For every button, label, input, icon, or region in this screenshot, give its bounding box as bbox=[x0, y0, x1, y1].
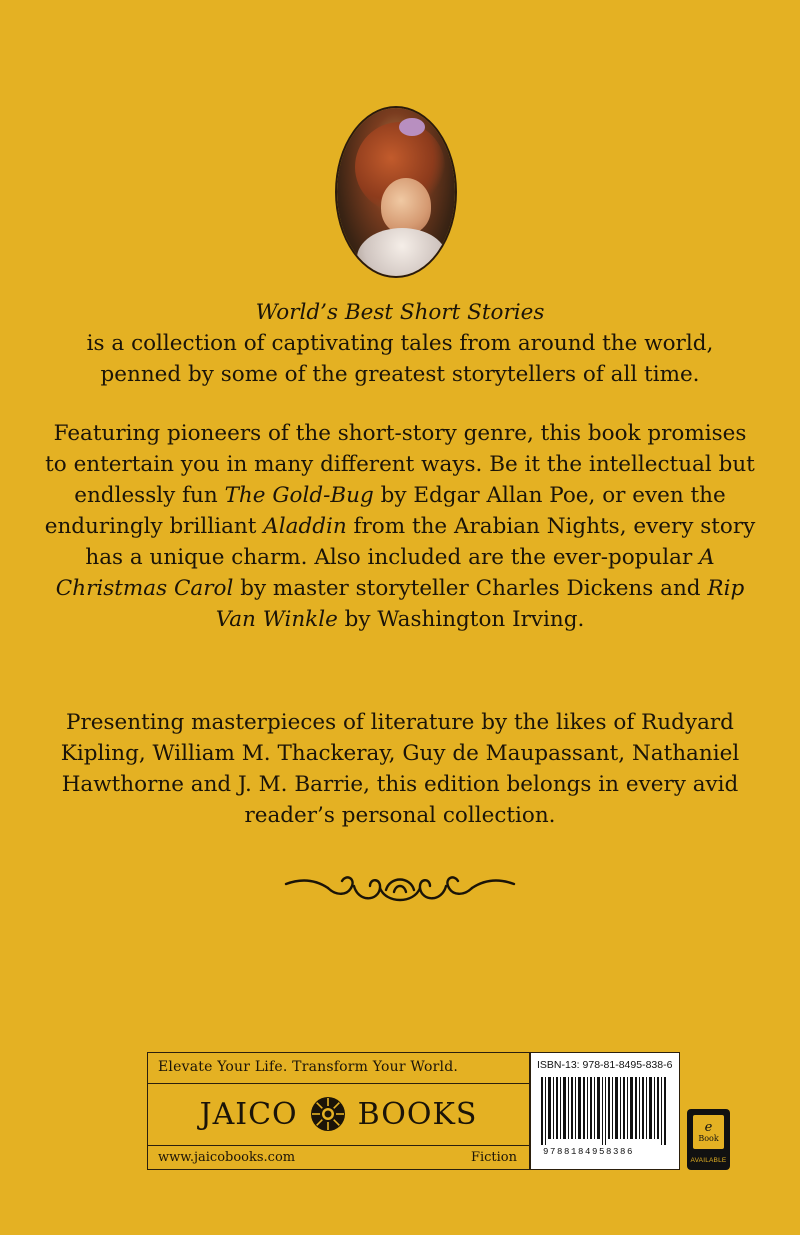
description-text-part: by master storyteller Charles Dickens and bbox=[233, 576, 708, 601]
description-text bbox=[40, 418, 760, 635]
description-text-part: by Washington Irving. bbox=[337, 607, 585, 632]
description-text-part: from the Arabian Nights, every story has a unique charm. Also included are the ever-popular bbox=[85, 514, 756, 570]
description-text-part: by Edgar Allan Poe, or even the enduringly brilliant bbox=[44, 483, 726, 539]
intro-paragraph bbox=[40, 297, 760, 390]
ebook-word: Book bbox=[698, 1133, 719, 1143]
barcode-number: 9788184958386 bbox=[543, 1147, 635, 1157]
story-title: A Christmas Carol bbox=[55, 545, 715, 601]
publisher-imprint-box bbox=[147, 1052, 530, 1170]
publisher-website: www.jaicobooks.com bbox=[158, 1150, 296, 1165]
story-title: The Gold-Bug bbox=[224, 483, 374, 508]
book-title: World’s Best Short Stories bbox=[255, 300, 545, 325]
ebook-letter: e bbox=[704, 1119, 713, 1135]
portrait-face bbox=[381, 178, 431, 234]
imprint-divider-bottom bbox=[148, 1145, 529, 1146]
ebook-available-badge bbox=[687, 1109, 730, 1170]
publisher-tagline: Elevate Your Life. Transform Your World. bbox=[158, 1059, 459, 1075]
genre-label: Fiction bbox=[470, 1150, 517, 1165]
portrait-dress bbox=[357, 228, 447, 276]
authors-paragraph bbox=[40, 707, 760, 831]
intro-line-1: is a collection of captivating tales from around the world, bbox=[86, 331, 714, 356]
brand-right-word: BOOKS bbox=[357, 1096, 478, 1132]
imprint-divider-top bbox=[148, 1083, 529, 1084]
flourish-ornament-icon bbox=[282, 868, 518, 912]
isbn-text: ISBN-13: 978-81-8495-838-6 bbox=[537, 1059, 673, 1071]
ebook-available-label: AVAILABLE bbox=[690, 1157, 727, 1164]
story-title: Aladdin bbox=[263, 514, 347, 539]
barcode-icon bbox=[541, 1077, 669, 1145]
intro-line-2: penned by some of the greatest storytellers of all time. bbox=[100, 362, 700, 387]
authors-text: Presenting masterpieces of literature by the likes of Rudyard Kipling, William M. Thackeray, Guy de Maupassant, Nathaniel Hawthorne and J. M. Barrie, this edition belongs in every avid reader’s personal collection. bbox=[60, 710, 740, 828]
barcode-box bbox=[530, 1052, 680, 1170]
publisher-logo bbox=[148, 1089, 529, 1139]
brand-left-word: JAICO bbox=[199, 1096, 298, 1132]
description-paragraph bbox=[40, 418, 760, 635]
ebook-icon bbox=[693, 1115, 724, 1149]
story-title: Rip Van Winkle bbox=[215, 576, 745, 632]
cover-portrait-image bbox=[337, 108, 455, 276]
description-text-part: Featuring pioneers of the short-story genre, this book promises to entertain you in many different ways. Be it the intellectual but endlessly fun bbox=[45, 421, 755, 508]
sun-emblem-icon bbox=[308, 1094, 348, 1134]
portrait-bow bbox=[399, 118, 425, 136]
